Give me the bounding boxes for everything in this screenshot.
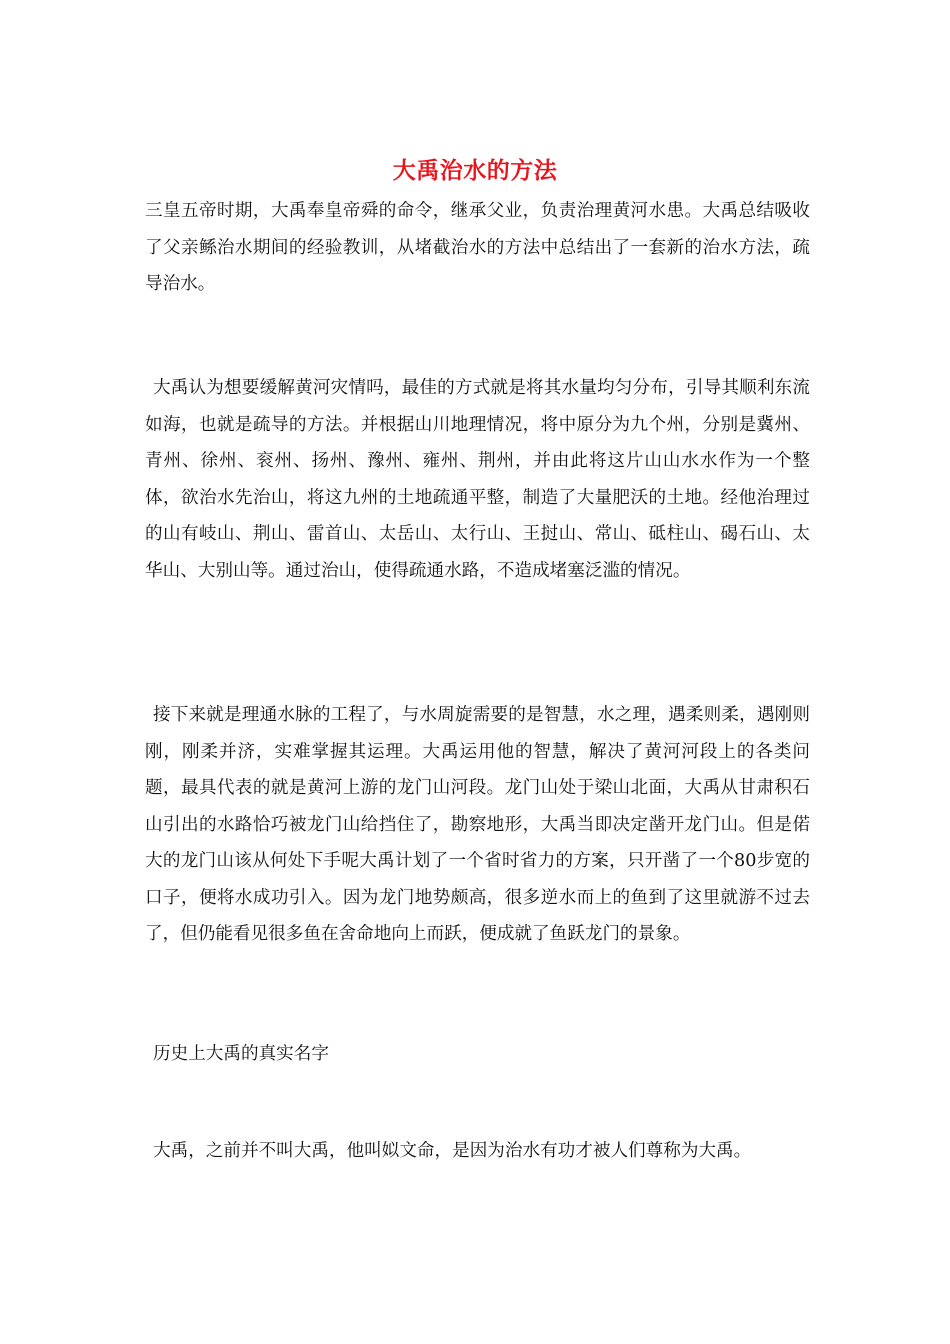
section-heading-real-name: 历史上大禹的真实名字 <box>153 1044 329 1064</box>
paragraph-longmen: 接下来就是理通水脉的工程了，与水周旋需要的是智慧，水之理，遇柔则柔，遇刚则刚，刚柔并济，实难掌握其运理。大禹运用他的智慧，解决了黄河河段上的各类问题，最具代表的就是黄河上游的龙门山河段。龙门山处于梁山北面，大禹从甘肃积石山引出的水路恰巧被龙门山给挡住了，勘察地形，大禹当即决定凿开龙门山。但是偌大的龙门山该从何处下手呢大禹计划了一个省时省力的方案，只开凿了一个80步宽的口子，便将水成功引入。因为龙门地势颇高，很多逆水而上的鱼到了这里就游不过去了，但仍能看见很多鱼在舍命地向上而跃，便成就了鱼跃龙门的景象。 <box>145 705 810 944</box>
document-title: 大禹治水的方法 <box>392 157 558 184</box>
paragraph-real-name: 大禹，之前并不叫大禹，他叫姒文命，是因为治水有功才被人们尊称为大禹。 <box>153 1141 752 1161</box>
paragraph-intro: 三皇五帝时期，大禹奉皇帝舜的命令，继承父业，负责治理黄河水患。大禹总结吸收了父亲鲧治水期间的经验教训，从堵截治水的方法中总结出了一套新的治水方法，疏导治水。 <box>145 201 810 294</box>
paragraph-mountains: 大禹认为想要缓解黄河灾情吗，最佳的方式就是将其水量均匀分布，引导其顺利东流如海，也就是疏导的方法。并根据山川地理情况，将中原分为九个州，分别是冀州、青州、徐州、衮州、扬州、豫州、雍州、荆州，并由此将这片山山水水作为一个整体，欲治水先治山，将这九州的土地疏通平整，制造了大量肥沃的土地。经他治理过的山有岐山、荆山、雷首山、太岳山、太行山、王挝山、常山、砥柱山、碣石山、太华山、大别山等。通过治山，使得疏通水路，不造成堵塞泛滥的情况。 <box>145 378 810 581</box>
